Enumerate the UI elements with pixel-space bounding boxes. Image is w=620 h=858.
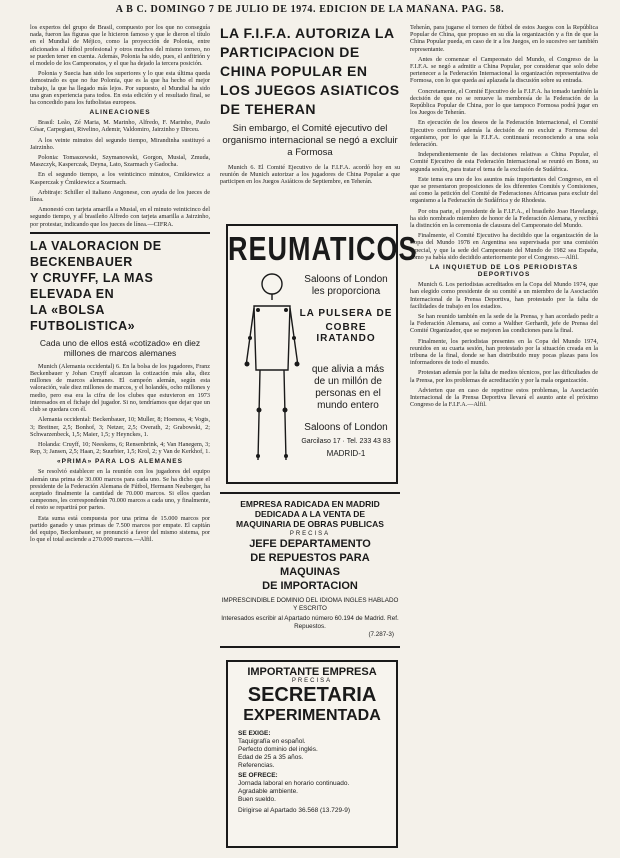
empresa-role2: DE REPUESTOS PARA MAQUINAS: [250, 552, 370, 578]
right-column: [410, 24, 598, 850]
reumaticos-bold2: COBRE IRATANDO: [316, 322, 376, 344]
empresa-role3: DE IMPORTACION: [262, 580, 358, 592]
lineup-paragraph: Polonia: Tomaszewski, Szymanowski, Gorgon, Musial, Zmuda, Maszczyk, Kasperczak, Deyna, Lato, Szarmach y Gadocha.: [30, 154, 210, 169]
prima-subhead: «PRIMA» PARA LOS ALEMANES: [57, 458, 183, 466]
right-paragraph-2: Protestan además por la falta de medios técnicos, por las dificultades de la Prensa, por los problemas de acreditación y por la mala organización.: [410, 369, 598, 384]
intro-paragraph: los expertos del grupo de Brasil, compuesto por los que no conseguía nada, fueron las figuras que le hicieron famoso y que le dieron el título en el Mundial de Méjico, como la proyección de Polonia, entre aficionados al fútbol profesional y otros muchos del mismo torneo, no se pueden tener en cuenta. Además, Polonia ha sido, pues, el anfitrión y el modelo de los Campeonatos, y el que ha dejado la tercera posición.: [30, 24, 210, 68]
right-paragraph: Por otra parte, el presidente de la F.I.F.A., el brasileño Joao Havelange, ha sido nombrado miembro de honor de la Federación Alemana, y recibirá la distinción en la ceremonia de clausura del Campeonato del Mundo.: [410, 207, 598, 230]
left-column: [30, 24, 210, 850]
empresa-ad: [220, 492, 400, 648]
secretaria-head: IMPORTANTE EMPRESA: [247, 666, 377, 678]
reumaticos-footer2: Garcilaso 17 · Tel. 233 43 83: [301, 438, 391, 445]
secretaria-ofrece-head: SE OFRECE:: [238, 772, 278, 779]
secretaria-precisa: PRECISA: [291, 678, 333, 684]
right-paragraph: Teherán, para jugarse el torneo de fútbol de estos Juegos con la República Popular de China, que propuso en su día la organización y a fin de que la China Popular pueda, en caso de ir a los Juegos, en lo sucesivo ser también representante.: [410, 24, 598, 53]
secretaria-ad: [226, 660, 398, 848]
reumaticos-side-line: mundo entero: [317, 400, 379, 411]
secretaria-exige-head: SE EXIGE:: [238, 730, 271, 737]
reumaticos-side: [302, 364, 394, 412]
reumaticos-footer1: Saloons of London: [304, 422, 388, 433]
reumaticos-side-line: personas en el: [315, 388, 381, 399]
right-paragraph: En ejecución de los deseos de la Federación Internacional, el Comité Ejecutivo confirmó además la decisión de no excluir a Formosa del organismo, por lo que la F.I.F.A. continuará reconociendo a una sola federación.: [410, 119, 598, 149]
lineups-subhead: ALINEACIONES: [89, 109, 151, 117]
right-paragraph-2: Munich 6. Los periodistas acreditados en la Copa del Mundo 1974, que han elegido como presidente de su comité a un miembro de la Asociación Internacional de la Prensa Deportiva, han protestado por la falta de facilidades de trabajo en los estadios.: [410, 281, 598, 310]
secretaria-exige-item: Edad de 25 a 35 años.: [238, 754, 304, 761]
empresa-precisa: PRECISA: [289, 531, 331, 537]
empresa-contact: Interesados escribir al Apartado número 60.194 de Madrid. Ref. Repuestos.: [221, 615, 399, 630]
fifa-deck: Sin embargo, el Comité ejecutivo del organismo internacional se negó a excluir a Formosa: [222, 123, 398, 158]
empresa-role1: JEFE DEPARTAMENTO: [249, 538, 371, 550]
empresa-code: (7.287-3): [368, 631, 394, 638]
secretaria-exige-item: Taquigrafía en español.: [238, 738, 306, 745]
empresa-line3: MAQUINARIA DE OBRAS PUBLICAS: [236, 519, 384, 529]
lineup-paragraph: Brasil: Leão, Zé Maria, M. Marinho, Alfredo, F. Marinho, Paulo César, Carpegiani, Rivelino, Ademir, Valdomiro, Jairzinho y Dirceu.: [30, 119, 210, 134]
reumaticos-side-line: de un millón de: [314, 376, 382, 387]
secretaria-ofrece-item: Jornada laboral en horario continuado.: [238, 780, 350, 787]
reumaticos-bold1: LA PULSERA DE: [299, 308, 393, 319]
secretaria-footer: Dirigirse al Apartado 36.568 (13.729-9): [238, 807, 351, 814]
story-paragraph: Holanda: Cruyff, 10; Neeskens, 6; Rensenbrink, 4; Van Hanegem, 3; Rep, 3; Jansen, 2,5; Haan, 2; Suurbier, 1,5; Krol, 2; y Van de Kerkhof, 1.: [30, 440, 210, 456]
lineup-paragraph: Arbitraje: Schiller el italiano Angonese, con ayuda de los jueces de línea.: [30, 188, 210, 204]
secretaria-title2: EXPERIMENTADA: [243, 707, 381, 724]
right-paragraph-2: Se han reunido también en la sede de la Prensa, y han acordado pedir a la Federación Alemana, así como a Walther Gerhardt, jefe de Prensa del Comité Organizador, que se mejoren las condiciones para la final.: [410, 312, 598, 335]
periodistas-subhead: LA INQUIETUD DE LOS PERIODISTAS DEPORTIVOS: [429, 264, 579, 279]
right-paragraph: Independientemente de las decisiones relativas a China Popular, el Comité Ejecutivo de esta Federación Internacional se reunió en Bonn, su segunda sesión, para tratar el tema de la exclusión de Sudáfrica.: [410, 151, 598, 173]
right-paragraph-2: Finalmente, los periodistas presentes en la Copa del Mundo 1974, reunidos en su cuarta sesión, han protestado por la situación creada en la tribuna de la final, donde se han distribuido muy pocas plazas para los informadores de todo el mundo.: [410, 337, 598, 367]
page-header: A B C. DOMINGO 7 DE JULIO DE 1974. EDICION DE LA MAÑANA. PAG. 58.: [115, 4, 505, 15]
fifa-paragraph: Munich 6. El Comité Ejecutivo de la F.I.F.A. acordó hoy en su reunión de Munich autorizar a los jugadores de China Popular a que participen en los Juegos Asiáticos de Septiembre, en Teherán.: [220, 164, 400, 186]
reumaticos-line2: les proporciona: [311, 286, 381, 297]
final-paragraph: Esta suma está compuesta por una prima de 15.000 marcos por partido ganado y unas primas de 7.500 marcos por empate. El capitán del equipo, Beckenbauer, se pronunció a favor del mismo sistema, por lo que el total asciende a 270.000 marcos.—Alfil.: [30, 514, 210, 544]
fifa-headline: LA F.I.F.A. AUTORIZA LA PARTICIPACION DE CHINA POPULAR EN LOS JUEGOS ASIATICOS DE TEHERAN: [220, 25, 400, 117]
right-paragraph-2: Advierten que en caso de repetirse estos problemas, la Asociación Internacional de la Prensa Deportiva llevará el asunto ante el próximo Congreso de la F.I.F.A.—Alfil.: [410, 386, 598, 409]
right-paragraph: Antes de comenzar el Campeonato del Mundo, el Congreso de la F.I.F.A. se negó a admitir a China Popular, por considerar que solo debe pertenecer a la Federación Internacional la organización representativa de Formosa, con lo que queda así aplazada la discusión sobre su entrada.: [410, 55, 598, 85]
article-deck: Cada uno de ellos está «cotizado» en diez millones de marcos alemanes: [39, 337, 201, 358]
secretaria-exige-item: Referencias.: [238, 762, 275, 769]
human-figure-icon: [240, 270, 304, 470]
article-headline: LA VALORACION DE BECKENBAUER Y CRUYFF, LA MAS ELEVADA EN LA «BOLSA FUTBOLISTICA»: [30, 238, 162, 333]
secretaria-ofrece-item: Agradable ambiente.: [238, 788, 298, 795]
story-paragraph: Alemania occidental: Beckenbauer, 10; Muller, 8; Hoeness, 4; Vogts, 3; Breitner, 2,5; Bonhof, 3; Netzer, 2,5; Overath, 2; Grabowski, 2; Schwarzenbeck, 1,5; Maier, 1,5; y Heynckes, 1.: [30, 416, 210, 438]
right-paragraph: Concretamente, el Comité Ejecutivo de la F.I.F.A. ha tomado también la decisión de que no se renueve la membresía de la Federación de la República Popular de China, por lo que tampoco Formosa podrá jugar en los Juegos de Teherán.: [410, 87, 598, 117]
secretaria-ofrece-item: Buen sueldo.: [238, 796, 276, 803]
empresa-line1: EMPRESA RADICADA EN MADRID: [240, 499, 380, 509]
reumaticos-line1: Saloons of London: [304, 274, 388, 285]
right-paragraph: Finalmente, el Comité Ejecutivo ha decidido que la organización de la Copa del Mundo 1978 en Argentina sea supervisada por una comisión especial, y que la sede del Campeonato del Mundo de 1982 sea España, como ya había sido decidido anteriormente por el Congreso.—Alfil.: [410, 232, 598, 261]
divider: [30, 232, 210, 234]
secretaria-title1: SECRETARIA: [247, 684, 377, 706]
reumaticos-ad: [226, 224, 418, 484]
right-paragraph: Este tema era uno de los asuntos más importantes del Congreso, en el que se presentaron proposiciones de los diferentes Comités y Comisiones, así como la petición del Comité de Federaciones Africanas para excluir del organismo a la Federación de Sudáfrica y de Rhodesia.: [410, 175, 598, 205]
secretaria-exige-item: Perfecto dominio del inglés.: [238, 746, 318, 753]
final-paragraph: Se resolvió establecer en la reunión con los jugadores del equipo alemán una prima de 30.000 marcos para cada uno. Se ha dicho que el presidente de la Federación Alemana de Fútbol, Hermann Neuberger, ha aceptado finalmente la cantidad de 70.000 marcos. Si ellos quedan campeones, les corresponderán 70.000 marcos a cada uno, y finalmente, el resto se repartirá por partes.: [30, 468, 210, 512]
lineup-paragraph: A los veinte minutos del segundo tiempo, Mirandinha sustituyó a Jairzinho.: [30, 136, 210, 151]
lineup-paragraph: En el segundo tiempo, a los veinticinco minutos, Cmikiewicz a Kasperczak y Ćmikiewicz a Szarmach.: [30, 171, 210, 186]
story-paragraph: Munich (Alemania occidental) 6. En la bolsa de los jugadores, Franz Beckenbauer y Johan Cruyff alcanzan la cotización más alta, diez millones de marcos alemanes. El campeón alemán, según esta valoración, vale diez millones de marcos, y el holandés, ocho millones y medio, pero esa era la cifra de los clubes que estuvieron en 1973 interesados en el fichaje del jugador. Si no, tendríamos que dejar que un club se quedara con él.: [30, 362, 210, 414]
secretaria-details: [228, 726, 396, 815]
reumaticos-title: REUMATICOS: [228, 230, 418, 268]
empresa-requirement: IMPRESCINDIBLE DOMINIO DEL IDIOMA INGLES HABLADO Y ESCRITO: [221, 597, 399, 612]
reumaticos-side-line: que alivia a más: [311, 364, 385, 375]
reumaticos-footer3: MADRID-1: [326, 449, 366, 458]
lineup-paragraph: Amonestó con tarjeta amarilla a Musial, en el minuto veinticinco del segundo tiempo, y al brasileño Alfredo con tarjeta amarilla a Jairzinho, por protestar, indicando que los jueces de línea.—CIFRA.: [30, 206, 210, 228]
intro-paragraph: Polonia y Suecia han sido los superiores y lo que esta última queda demostrado es que no fue Polonia, que es la que ha hecho el mejor trabajo, la que ha llegado más lejos. Por supuesto, el Mundial ha sido una gran experiencia para todos. En esta edición y el resultado final, se ha concedido para los futbolistas europeos.: [30, 70, 210, 107]
empresa-line2: DEDICADA A LA VENTA DE: [254, 509, 366, 519]
